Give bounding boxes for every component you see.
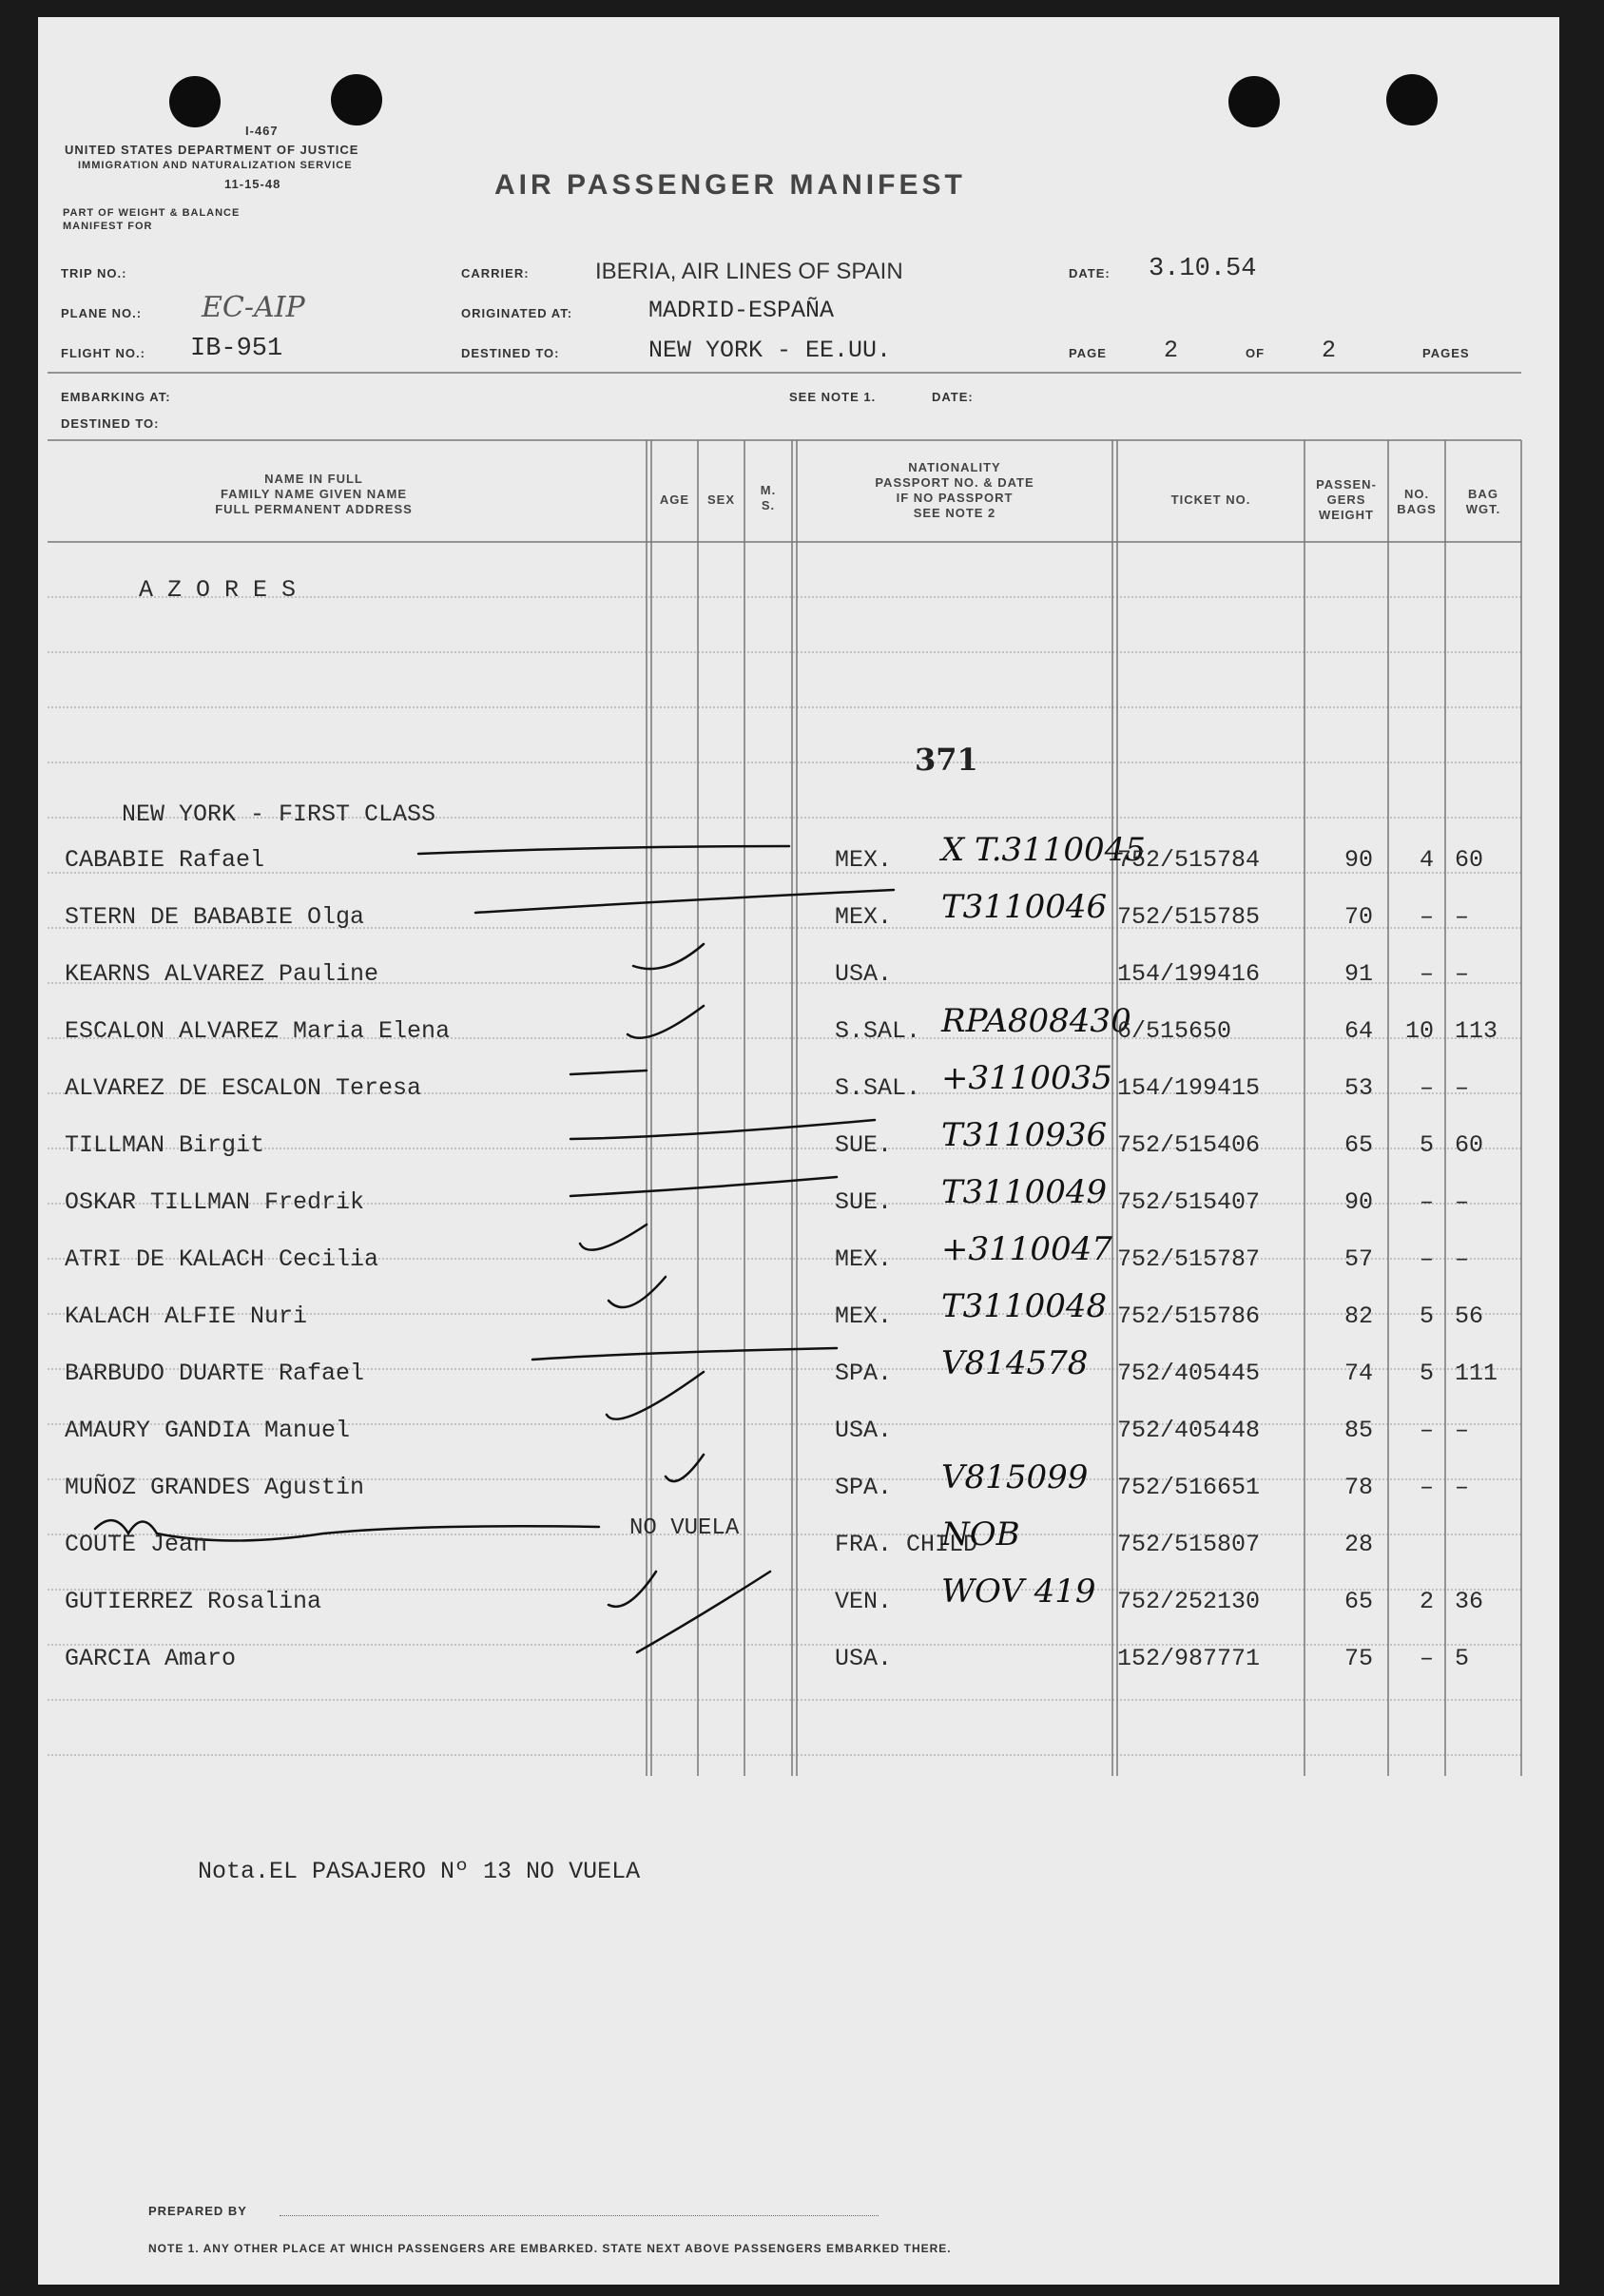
part-label: PART OF WEIGHT & BALANCE	[63, 207, 241, 219]
passenger-ticket: 752/515807	[1117, 1531, 1261, 1558]
originated-value: MADRID-ESPAÑA	[648, 297, 835, 324]
passenger-bags: –	[1419, 903, 1434, 931]
passenger-name: BARBUDO DUARTE Rafael	[65, 1360, 365, 1387]
flight-label: FLIGHT NO.:	[61, 346, 145, 360]
form-title: AIR PASSENGER MANIFEST	[494, 169, 966, 201]
col-ms-header: M. S.	[760, 483, 777, 512]
prepared-by-label: PREPARED BY	[148, 2204, 247, 2218]
col-name-header: NAME IN FULL FAMILY NAME GIVEN NAME FULL PERMANENT ADDRESS	[215, 472, 413, 516]
table-row	[38, 1173, 1559, 1251]
date2-label: DATE:	[932, 390, 974, 404]
passenger-weight: 28	[1343, 1531, 1373, 1558]
footnote: Nota.EL PASAJERO Nº 13 NO VUELA	[198, 1858, 641, 1885]
form-department: UNITED STATES DEPARTMENT OF JUSTICE	[65, 143, 359, 157]
col-weight-header: PASSEN- GERS WEIGHT	[1316, 477, 1377, 522]
table-row	[38, 1458, 1559, 1536]
passenger-bag-weight: 36	[1455, 1588, 1484, 1615]
plane-label: PLANE NO.:	[61, 306, 143, 320]
part-label-2: MANIFEST FOR	[63, 221, 153, 232]
passenger-nationality: SUE.	[835, 1188, 893, 1216]
passenger-nationality: MEX.	[835, 903, 893, 931]
passenger-nationality: USA.	[835, 960, 893, 988]
passenger-bags: –	[1419, 1245, 1434, 1273]
passenger-bag-weight: 5	[1455, 1645, 1470, 1672]
col-bags-header: NO. BAGS	[1397, 487, 1437, 516]
passenger-bag-weight: 60	[1455, 846, 1484, 874]
passenger-ticket: 752/515406	[1117, 1131, 1261, 1159]
passenger-name: ALVAREZ DE ESCALON Teresa	[65, 1074, 422, 1102]
passenger-bag-weight: 111	[1455, 1360, 1498, 1387]
passenger-bag-weight: 113	[1455, 1017, 1498, 1045]
passenger-bags: 4	[1419, 846, 1434, 874]
passenger-weight: 65	[1343, 1131, 1373, 1159]
passenger-passport: T3110048	[941, 1287, 1108, 1325]
passenger-ticket: 752/515407	[1117, 1188, 1261, 1216]
passenger-ticket: 752/252130	[1117, 1588, 1261, 1615]
passenger-bag-weight: –	[1455, 903, 1470, 931]
table-row	[38, 888, 1559, 966]
table-row	[38, 1417, 1559, 1479]
of-value: 2	[1322, 337, 1337, 364]
passenger-name: KEARNS ALVAREZ Pauline	[65, 960, 379, 988]
passenger-ticket: 6/515650	[1117, 1017, 1232, 1045]
passenger-name: OSKAR TILLMAN Fredrik	[65, 1188, 365, 1216]
plane-value: EC-AIP	[202, 291, 305, 324]
form-revision: 11-15-48	[224, 177, 281, 191]
passenger-passport: V814578	[941, 1344, 1089, 1382]
passenger-bags: –	[1419, 960, 1434, 988]
passenger-weight: 64	[1343, 1017, 1373, 1045]
prepared-by-line	[280, 2215, 879, 2216]
table-row	[38, 1287, 1559, 1365]
manifest-page	[38, 17, 1559, 2285]
passenger-nationality: SPA.	[835, 1360, 893, 1387]
see-note-label: SEE NOTE 1.	[789, 390, 877, 404]
passenger-bag-weight: –	[1455, 1417, 1470, 1444]
passenger-bag-weight: –	[1455, 1188, 1470, 1216]
date-value: 3.10.54	[1149, 255, 1257, 283]
passenger-name: TILLMAN Birgit	[65, 1131, 265, 1159]
passenger-nationality: MEX.	[835, 1302, 893, 1330]
passenger-bags: –	[1419, 1074, 1434, 1102]
passenger-nationality: VEN.	[835, 1588, 893, 1615]
passenger-bags: 2	[1419, 1588, 1434, 1615]
passenger-nationality: MEX.	[835, 1245, 893, 1273]
destined-value: NEW YORK - EE.UU.	[648, 337, 892, 364]
passenger-bags: 10	[1404, 1017, 1434, 1045]
passenger-ticket: 752/515785	[1117, 903, 1261, 931]
passenger-weight: 90	[1343, 1188, 1373, 1216]
passenger-nationality: S.SAL.	[835, 1017, 921, 1045]
col-bagwgt-header: BAG WGT.	[1465, 487, 1501, 516]
passenger-weight: 57	[1343, 1245, 1373, 1273]
passenger-ticket: 752/405445	[1117, 1360, 1261, 1387]
passenger-passport: RPA808430	[941, 1002, 1131, 1040]
passenger-weight: 65	[1343, 1588, 1373, 1615]
passenger-ticket: 752/515787	[1117, 1245, 1261, 1273]
carrier-label: CARRIER:	[461, 266, 530, 280]
destined-label: DESTINED TO:	[461, 346, 560, 360]
passenger-weight: 78	[1343, 1474, 1373, 1501]
passenger-name: MUÑOZ GRANDES Agustin	[65, 1474, 365, 1501]
passenger-weight: 75	[1343, 1645, 1373, 1672]
table-row	[38, 1344, 1559, 1422]
passenger-passport: NOB	[941, 1515, 1020, 1553]
section-label: A Z O R E S	[139, 576, 297, 604]
passenger-passport: T3110936	[941, 1116, 1108, 1154]
passenger-weight: 90	[1343, 846, 1373, 874]
passenger-weight: 91	[1343, 960, 1373, 988]
passenger-passport: X T.3110045	[941, 831, 1146, 869]
table-row	[38, 1059, 1559, 1137]
passenger-nationality: USA.	[835, 1645, 893, 1672]
passenger-bags: –	[1419, 1188, 1434, 1216]
passenger-weight: 82	[1343, 1302, 1373, 1330]
passenger-name: GUTIERREZ Rosalina	[65, 1588, 322, 1615]
table-row	[38, 1572, 1559, 1650]
passenger-nationality: MEX.	[835, 846, 893, 874]
passenger-nationality: FRA. CHILD	[835, 1531, 978, 1558]
table-row	[38, 1116, 1559, 1194]
passenger-name: CABABIE Rafael	[65, 846, 265, 874]
form-service: IMMIGRATION AND NATURALIZATION SERVICE	[78, 160, 353, 171]
page-label: PAGE	[1069, 346, 1107, 360]
table-row	[38, 1230, 1559, 1308]
passenger-ticket: 154/199416	[1117, 960, 1261, 988]
passenger-ticket: 752/405448	[1117, 1417, 1261, 1444]
passenger-nationality: USA.	[835, 1417, 893, 1444]
pages-label: PAGES	[1422, 346, 1470, 360]
passenger-weight: 53	[1343, 1074, 1373, 1102]
passenger-ticket: 752/515784	[1117, 846, 1261, 874]
passenger-name: AMAURY GANDIA Manuel	[65, 1417, 351, 1444]
table-row	[38, 1645, 1559, 1708]
passenger-nationality: SUE.	[835, 1131, 893, 1159]
carrier-value: IBERIA, AIR LINES OF SPAIN	[595, 259, 903, 284]
passenger-bag-weight: 60	[1455, 1131, 1484, 1159]
originated-label: ORIGINATED AT:	[461, 306, 573, 320]
passenger-passport: +3110047	[941, 1230, 1112, 1268]
destined2-label: DESTINED TO:	[61, 416, 160, 431]
passenger-weight: 85	[1343, 1417, 1373, 1444]
passenger-ticket: 154/199415	[1117, 1074, 1261, 1102]
col-sex-header: SEX	[706, 492, 735, 507]
passenger-ticket: 752/516651	[1117, 1474, 1261, 1501]
passenger-weight: 70	[1343, 903, 1373, 931]
passenger-passport: T3110049	[941, 1173, 1108, 1211]
passenger-passport: V815099	[941, 1458, 1089, 1496]
class-label: NEW YORK - FIRST CLASS	[122, 801, 436, 828]
col-age-header: AGE	[659, 492, 690, 507]
passenger-bag-weight: –	[1455, 960, 1470, 988]
table-row	[38, 960, 1559, 1023]
embarking-label: EMBARKING AT:	[61, 390, 171, 404]
passenger-bags: 5	[1419, 1302, 1434, 1330]
page-value: 2	[1164, 337, 1179, 364]
passenger-ticket: 752/515786	[1117, 1302, 1261, 1330]
passenger-nationality: SPA.	[835, 1474, 893, 1501]
passenger-bag-weight: 56	[1455, 1302, 1484, 1330]
passenger-name: STERN DE BABABIE Olga	[65, 903, 365, 931]
table-row	[38, 1002, 1559, 1080]
passenger-bags: –	[1419, 1417, 1434, 1444]
passenger-bag-weight: –	[1455, 1074, 1470, 1102]
date-label: DATE:	[1069, 266, 1111, 280]
passenger-bags: –	[1419, 1645, 1434, 1672]
passenger-name: ESCALON ALVAREZ Maria Elena	[65, 1017, 451, 1045]
no-vuela-note: NO VUELA	[629, 1515, 740, 1541]
form-code: I-467	[245, 124, 279, 138]
passenger-bag-weight: –	[1455, 1474, 1470, 1501]
trip-label: TRIP NO.:	[61, 266, 127, 280]
passenger-passport: WOV 419	[941, 1572, 1096, 1611]
passenger-nationality: S.SAL.	[835, 1074, 921, 1102]
passenger-passport: T3110046	[941, 888, 1108, 926]
passenger-bags: 5	[1419, 1131, 1434, 1159]
passenger-bags: –	[1419, 1474, 1434, 1501]
passenger-ticket: 152/987771	[1117, 1645, 1261, 1672]
note-1: NOTE 1. ANY OTHER PLACE AT WHICH PASSENGERS ARE EMBARKED. STATE NEXT ABOVE PASSENGERS EMBARKED THERE.	[148, 2242, 952, 2255]
of-label: OF	[1246, 346, 1266, 360]
passenger-passport: +3110035	[941, 1059, 1112, 1097]
table-row	[38, 831, 1559, 909]
passenger-bags: 5	[1419, 1360, 1434, 1387]
passenger-bag-weight: –	[1455, 1245, 1470, 1273]
passenger-name: GARCIA Amaro	[65, 1645, 237, 1672]
passenger-name: KALACH ALFIE Nuri	[65, 1302, 308, 1330]
stamp-number: 371	[915, 742, 978, 778]
flight-value: IB-951	[190, 335, 283, 363]
passenger-name: COUTE Jean	[65, 1531, 208, 1558]
passenger-weight: 74	[1343, 1360, 1373, 1387]
passenger-name: ATRI DE KALACH Cecilia	[65, 1245, 379, 1273]
col-ticket-header: TICKET NO.	[1170, 492, 1251, 507]
col-nationality-header: NATIONALITY PASSPORT NO. & DATE IF NO PASSPORT SEE NOTE 2	[875, 460, 1034, 520]
